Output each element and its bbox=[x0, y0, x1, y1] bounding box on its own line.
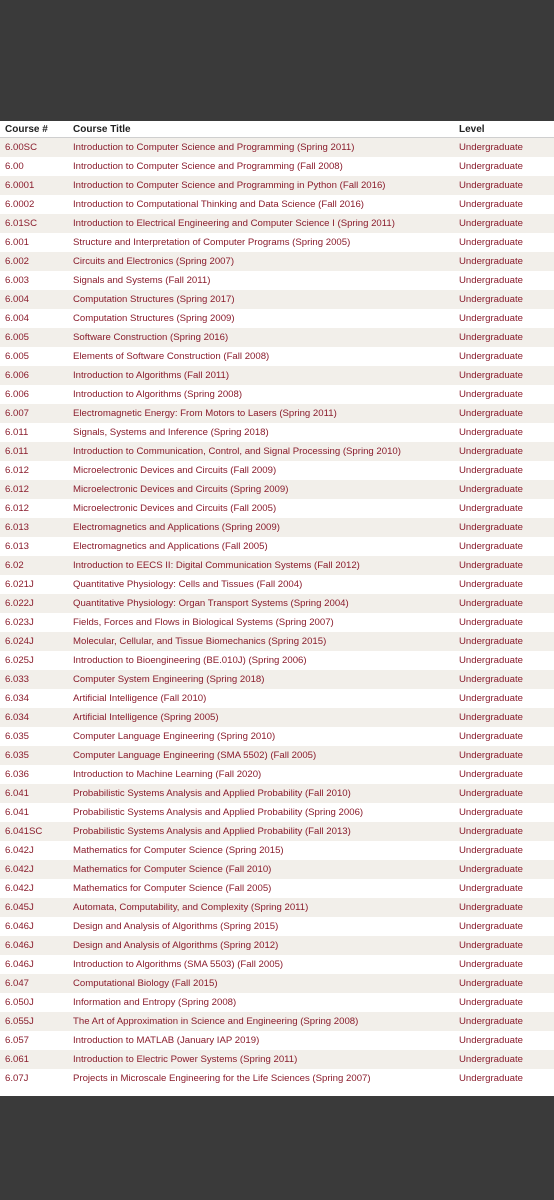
course-title-link[interactable]: Mathematics for Computer Science (Spring 2015) bbox=[68, 841, 454, 860]
course-title-link[interactable]: Design and Analysis of Algorithms (Spring 2015) bbox=[68, 917, 454, 936]
course-title-link[interactable]: Information and Entropy (Spring 2008) bbox=[68, 993, 454, 1012]
table-row bbox=[0, 1012, 554, 1031]
course-number-link[interactable]: 6.042J bbox=[0, 860, 68, 879]
course-title-link[interactable]: Computational Biology (Fall 2015) bbox=[68, 974, 454, 993]
course-number-link[interactable]: 6.013 bbox=[0, 537, 68, 556]
course-number-link[interactable]: 6.006 bbox=[0, 366, 68, 385]
course-level-link[interactable]: Undergraduate bbox=[454, 784, 554, 803]
table-row bbox=[0, 974, 554, 993]
course-number-link[interactable]: 6.00 bbox=[0, 157, 68, 176]
course-number-link[interactable]: 6.035 bbox=[0, 727, 68, 746]
course-number-link[interactable]: 6.046J bbox=[0, 917, 68, 936]
course-level-link[interactable]: Undergraduate bbox=[454, 537, 554, 556]
table-row bbox=[0, 917, 554, 936]
table-row bbox=[0, 480, 554, 499]
course-level-link[interactable]: Undergraduate bbox=[454, 385, 554, 404]
table-row bbox=[0, 138, 554, 158]
course-level-link[interactable]: Undergraduate bbox=[454, 347, 554, 366]
table-row bbox=[0, 366, 554, 385]
course-level-link[interactable]: Undergraduate bbox=[454, 366, 554, 385]
course-level-link[interactable]: Undergraduate bbox=[454, 499, 554, 518]
course-title-link[interactable]: Electromagnetic Energy: From Motors to Lasers (Spring 2011) bbox=[68, 404, 454, 423]
table-row bbox=[0, 461, 554, 480]
course-title-link[interactable]: Introduction to Electric Power Systems (Spring 2011) bbox=[68, 1050, 454, 1069]
table-row bbox=[0, 442, 554, 461]
table-row bbox=[0, 708, 554, 727]
course-title-link[interactable]: Fields, Forces and Flows in Biological Systems (Spring 2007) bbox=[68, 613, 454, 632]
course-title-link[interactable]: Introduction to Computer Science and Programming (Spring 2011) bbox=[68, 138, 454, 158]
course-title-link[interactable]: Introduction to Computational Thinking and Data Science (Fall 2016) bbox=[68, 195, 454, 214]
course-number-link[interactable]: 6.004 bbox=[0, 309, 68, 328]
course-title-link[interactable]: Microelectronic Devices and Circuits (Fall 2009) bbox=[68, 461, 454, 480]
course-level-link[interactable]: Undergraduate bbox=[454, 822, 554, 841]
table-row bbox=[0, 385, 554, 404]
course-level-link[interactable]: Undergraduate bbox=[454, 841, 554, 860]
table-row bbox=[0, 1069, 554, 1088]
course-title-link[interactable]: Introduction to Computer Science and Programming (Fall 2008) bbox=[68, 157, 454, 176]
course-level-link[interactable]: Undergraduate bbox=[454, 328, 554, 347]
course-number-link[interactable]: 6.055J bbox=[0, 1012, 68, 1031]
course-title-link[interactable]: Circuits and Electronics (Spring 2007) bbox=[68, 252, 454, 271]
table-row bbox=[0, 898, 554, 917]
course-number-link[interactable]: 6.007 bbox=[0, 404, 68, 423]
course-title-link[interactable]: Automata, Computability, and Complexity (Spring 2011) bbox=[68, 898, 454, 917]
course-level-link[interactable]: Undergraduate bbox=[454, 708, 554, 727]
course-title-link[interactable]: Computer System Engineering (Spring 2018) bbox=[68, 670, 454, 689]
course-title-link[interactable]: Introduction to Communication, Control, and Signal Processing (Spring 2010) bbox=[68, 442, 454, 461]
course-level-link[interactable]: Undergraduate bbox=[454, 955, 554, 974]
column-header-course-number[interactable]: Course # bbox=[0, 121, 68, 138]
course-title-link[interactable]: Introduction to Electrical Engineering and Computer Science I (Spring 2011) bbox=[68, 214, 454, 233]
course-level-link[interactable]: Undergraduate bbox=[454, 936, 554, 955]
course-number-link[interactable]: 6.011 bbox=[0, 423, 68, 442]
column-header-course-title[interactable]: Course Title bbox=[68, 121, 454, 138]
course-level-link[interactable]: Undergraduate bbox=[454, 480, 554, 499]
course-number-link[interactable]: 6.07J bbox=[0, 1069, 68, 1088]
course-title-link[interactable]: Computation Structures (Spring 2017) bbox=[68, 290, 454, 309]
course-number-link[interactable]: 6.035 bbox=[0, 746, 68, 765]
table-row bbox=[0, 803, 554, 822]
course-table-body bbox=[0, 138, 554, 1089]
course-number-link[interactable]: 6.024J bbox=[0, 632, 68, 651]
table-row bbox=[0, 879, 554, 898]
course-level-link[interactable]: Undergraduate bbox=[454, 860, 554, 879]
course-number-link[interactable]: 6.023J bbox=[0, 613, 68, 632]
course-number-link[interactable]: 6.033 bbox=[0, 670, 68, 689]
course-title-link[interactable]: Mathematics for Computer Science (Fall 2005) bbox=[68, 879, 454, 898]
course-level-link[interactable]: Undergraduate bbox=[454, 518, 554, 537]
course-level-link[interactable]: Undergraduate bbox=[454, 214, 554, 233]
course-level-link[interactable]: Undergraduate bbox=[454, 727, 554, 746]
table-row bbox=[0, 347, 554, 366]
course-level-link[interactable]: Undergraduate bbox=[454, 442, 554, 461]
course-level-link[interactable]: Undergraduate bbox=[454, 670, 554, 689]
table-row bbox=[0, 860, 554, 879]
course-title-link[interactable]: Introduction to Machine Learning (Fall 2020) bbox=[68, 765, 454, 784]
course-number-link[interactable]: 6.012 bbox=[0, 480, 68, 499]
course-number-link[interactable]: 6.013 bbox=[0, 518, 68, 537]
course-title-link[interactable]: Artificial Intelligence (Spring 2005) bbox=[68, 708, 454, 727]
course-title-link[interactable]: Structure and Interpretation of Computer Programs (Spring 2005) bbox=[68, 233, 454, 252]
course-level-link[interactable]: Undergraduate bbox=[454, 461, 554, 480]
table-row bbox=[0, 689, 554, 708]
course-title-link[interactable]: Signals and Systems (Fall 2011) bbox=[68, 271, 454, 290]
course-title-link[interactable]: Microelectronic Devices and Circuits (Spring 2009) bbox=[68, 480, 454, 499]
course-number-link[interactable]: 6.042J bbox=[0, 841, 68, 860]
course-level-link[interactable]: Undergraduate bbox=[454, 594, 554, 613]
table-row bbox=[0, 1031, 554, 1050]
course-number-link[interactable]: 6.006 bbox=[0, 385, 68, 404]
table-row bbox=[0, 822, 554, 841]
course-number-link[interactable]: 6.002 bbox=[0, 252, 68, 271]
course-level-link[interactable]: Undergraduate bbox=[454, 803, 554, 822]
course-level-link[interactable]: Undergraduate bbox=[454, 689, 554, 708]
course-number-link[interactable]: 6.005 bbox=[0, 328, 68, 347]
course-title-link[interactable]: Electromagnetics and Applications (Fall 2005) bbox=[68, 537, 454, 556]
course-title-link[interactable]: The Art of Approximation in Science and Engineering (Spring 2008) bbox=[68, 1012, 454, 1031]
course-title-link[interactable]: Probabilistic Systems Analysis and Applied Probability (Fall 2013) bbox=[68, 822, 454, 841]
table-row bbox=[0, 233, 554, 252]
table-row bbox=[0, 176, 554, 195]
table-row bbox=[0, 1050, 554, 1069]
table-row bbox=[0, 214, 554, 233]
course-number-link[interactable]: 6.036 bbox=[0, 765, 68, 784]
course-title-link[interactable]: Computer Language Engineering (SMA 5502) (Fall 2005) bbox=[68, 746, 454, 765]
course-number-link[interactable]: 6.0001 bbox=[0, 176, 68, 195]
course-level-link[interactable]: Undergraduate bbox=[454, 1012, 554, 1031]
course-level-link[interactable]: Undergraduate bbox=[454, 1050, 554, 1069]
course-number-link[interactable]: 6.00SC bbox=[0, 138, 68, 158]
course-number-link[interactable]: 6.02 bbox=[0, 556, 68, 575]
course-number-link[interactable]: 6.004 bbox=[0, 290, 68, 309]
course-number-link[interactable]: 6.001 bbox=[0, 233, 68, 252]
course-level-link[interactable]: Undergraduate bbox=[454, 632, 554, 651]
course-title-link[interactable]: Software Construction (Spring 2016) bbox=[68, 328, 454, 347]
table-row bbox=[0, 784, 554, 803]
table-row bbox=[0, 157, 554, 176]
course-level-link[interactable]: Undergraduate bbox=[454, 138, 554, 158]
course-number-link[interactable]: 6.041 bbox=[0, 784, 68, 803]
course-title-link[interactable]: Quantitative Physiology: Organ Transport Systems (Spring 2004) bbox=[68, 594, 454, 613]
table-row bbox=[0, 727, 554, 746]
course-title-link[interactable]: Introduction to Bioengineering (BE.010J) (Spring 2006) bbox=[68, 651, 454, 670]
course-title-link[interactable]: Projects in Microscale Engineering for the Life Sciences (Spring 2007) bbox=[68, 1069, 454, 1088]
table-row bbox=[0, 765, 554, 784]
course-number-link[interactable]: 6.057 bbox=[0, 1031, 68, 1050]
course-table bbox=[0, 121, 554, 1088]
course-list-sheet bbox=[0, 121, 554, 1096]
course-level-link[interactable]: Undergraduate bbox=[454, 176, 554, 195]
table-row bbox=[0, 594, 554, 613]
table-row bbox=[0, 632, 554, 651]
course-number-link[interactable]: 6.025J bbox=[0, 651, 68, 670]
course-level-link[interactable]: Undergraduate bbox=[454, 556, 554, 575]
course-title-link[interactable]: Introduction to Algorithms (SMA 5503) (Fall 2005) bbox=[68, 955, 454, 974]
table-row bbox=[0, 518, 554, 537]
course-number-link[interactable]: 6.022J bbox=[0, 594, 68, 613]
table-row bbox=[0, 575, 554, 594]
course-number-link[interactable]: 6.005 bbox=[0, 347, 68, 366]
course-title-link[interactable]: Probabilistic Systems Analysis and Applied Probability (Spring 2006) bbox=[68, 803, 454, 822]
table-row bbox=[0, 271, 554, 290]
table-row bbox=[0, 841, 554, 860]
column-header-level[interactable]: Level bbox=[454, 121, 554, 138]
course-title-link[interactable]: Computation Structures (Spring 2009) bbox=[68, 309, 454, 328]
course-level-link[interactable]: Undergraduate bbox=[454, 898, 554, 917]
course-title-link[interactable]: Design and Analysis of Algorithms (Spring 2012) bbox=[68, 936, 454, 955]
course-level-link[interactable]: Undergraduate bbox=[454, 157, 554, 176]
course-level-link[interactable]: Undergraduate bbox=[454, 993, 554, 1012]
table-row bbox=[0, 955, 554, 974]
course-number-link[interactable]: 6.061 bbox=[0, 1050, 68, 1069]
table-row bbox=[0, 651, 554, 670]
course-number-link[interactable]: 6.045J bbox=[0, 898, 68, 917]
course-title-link[interactable]: Introduction to Algorithms (Fall 2011) bbox=[68, 366, 454, 385]
course-level-link[interactable]: Undergraduate bbox=[454, 1069, 554, 1088]
course-number-link[interactable]: 6.011 bbox=[0, 442, 68, 461]
table-row bbox=[0, 404, 554, 423]
course-level-link[interactable]: Undergraduate bbox=[454, 233, 554, 252]
table-row bbox=[0, 309, 554, 328]
course-number-link[interactable]: 6.046J bbox=[0, 936, 68, 955]
course-title-link[interactable]: Introduction to MATLAB (January IAP 2019) bbox=[68, 1031, 454, 1050]
course-title-link[interactable]: Introduction to EECS II: Digital Communication Systems (Fall 2012) bbox=[68, 556, 454, 575]
course-title-link[interactable]: Molecular, Cellular, and Tissue Biomechanics (Spring 2015) bbox=[68, 632, 454, 651]
course-title-link[interactable]: Electromagnetics and Applications (Spring 2009) bbox=[68, 518, 454, 537]
course-level-link[interactable]: Undergraduate bbox=[454, 746, 554, 765]
course-number-link[interactable]: 6.046J bbox=[0, 955, 68, 974]
course-level-link[interactable]: Undergraduate bbox=[454, 252, 554, 271]
course-number-link[interactable]: 6.047 bbox=[0, 974, 68, 993]
course-level-link[interactable]: Undergraduate bbox=[454, 423, 554, 442]
course-number-link[interactable]: 6.0002 bbox=[0, 195, 68, 214]
table-row bbox=[0, 195, 554, 214]
course-number-link[interactable]: 6.003 bbox=[0, 271, 68, 290]
table-row bbox=[0, 670, 554, 689]
course-title-link[interactable]: Artificial Intelligence (Fall 2010) bbox=[68, 689, 454, 708]
course-title-link[interactable]: Quantitative Physiology: Cells and Tissues (Fall 2004) bbox=[68, 575, 454, 594]
course-number-link[interactable]: 6.050J bbox=[0, 993, 68, 1012]
course-level-link[interactable]: Undergraduate bbox=[454, 195, 554, 214]
course-number-link[interactable]: 6.034 bbox=[0, 708, 68, 727]
course-title-link[interactable]: Microelectronic Devices and Circuits (Fall 2005) bbox=[68, 499, 454, 518]
table-row bbox=[0, 993, 554, 1012]
course-level-link[interactable]: Undergraduate bbox=[454, 879, 554, 898]
course-number-link[interactable]: 6.01SC bbox=[0, 214, 68, 233]
course-number-link[interactable]: 6.041 bbox=[0, 803, 68, 822]
course-number-link[interactable]: 6.034 bbox=[0, 689, 68, 708]
table-row bbox=[0, 613, 554, 632]
course-level-link[interactable]: Undergraduate bbox=[454, 613, 554, 632]
table-header-row bbox=[0, 121, 554, 138]
table-row bbox=[0, 499, 554, 518]
course-title-link[interactable]: Probabilistic Systems Analysis and Applied Probability (Fall 2010) bbox=[68, 784, 454, 803]
course-level-link[interactable]: Undergraduate bbox=[454, 575, 554, 594]
table-row bbox=[0, 537, 554, 556]
course-level-link[interactable]: Undergraduate bbox=[454, 1031, 554, 1050]
course-level-link[interactable]: Undergraduate bbox=[454, 917, 554, 936]
course-number-link[interactable]: 6.021J bbox=[0, 575, 68, 594]
table-row bbox=[0, 290, 554, 309]
course-number-link[interactable]: 6.012 bbox=[0, 499, 68, 518]
course-level-link[interactable]: Undergraduate bbox=[454, 974, 554, 993]
course-level-link[interactable]: Undergraduate bbox=[454, 651, 554, 670]
table-row bbox=[0, 746, 554, 765]
course-title-link[interactable]: Mathematics for Computer Science (Fall 2010) bbox=[68, 860, 454, 879]
course-title-link[interactable]: Computer Language Engineering (Spring 2010) bbox=[68, 727, 454, 746]
course-level-link[interactable]: Undergraduate bbox=[454, 271, 554, 290]
course-number-link[interactable]: 6.041SC bbox=[0, 822, 68, 841]
course-level-link[interactable]: Undergraduate bbox=[454, 765, 554, 784]
course-title-link[interactable]: Introduction to Algorithms (Spring 2008) bbox=[68, 385, 454, 404]
table-row bbox=[0, 936, 554, 955]
course-title-link[interactable]: Introduction to Computer Science and Programming in Python (Fall 2016) bbox=[68, 176, 454, 195]
course-number-link[interactable]: 6.042J bbox=[0, 879, 68, 898]
course-level-link[interactable]: Undergraduate bbox=[454, 290, 554, 309]
table-row bbox=[0, 423, 554, 442]
table-row bbox=[0, 252, 554, 271]
table-row bbox=[0, 328, 554, 347]
course-level-link[interactable]: Undergraduate bbox=[454, 309, 554, 328]
course-number-link[interactable]: 6.012 bbox=[0, 461, 68, 480]
course-title-link[interactable]: Elements of Software Construction (Fall 2008) bbox=[68, 347, 454, 366]
table-row bbox=[0, 556, 554, 575]
course-level-link[interactable]: Undergraduate bbox=[454, 404, 554, 423]
course-title-link[interactable]: Signals, Systems and Inference (Spring 2018) bbox=[68, 423, 454, 442]
